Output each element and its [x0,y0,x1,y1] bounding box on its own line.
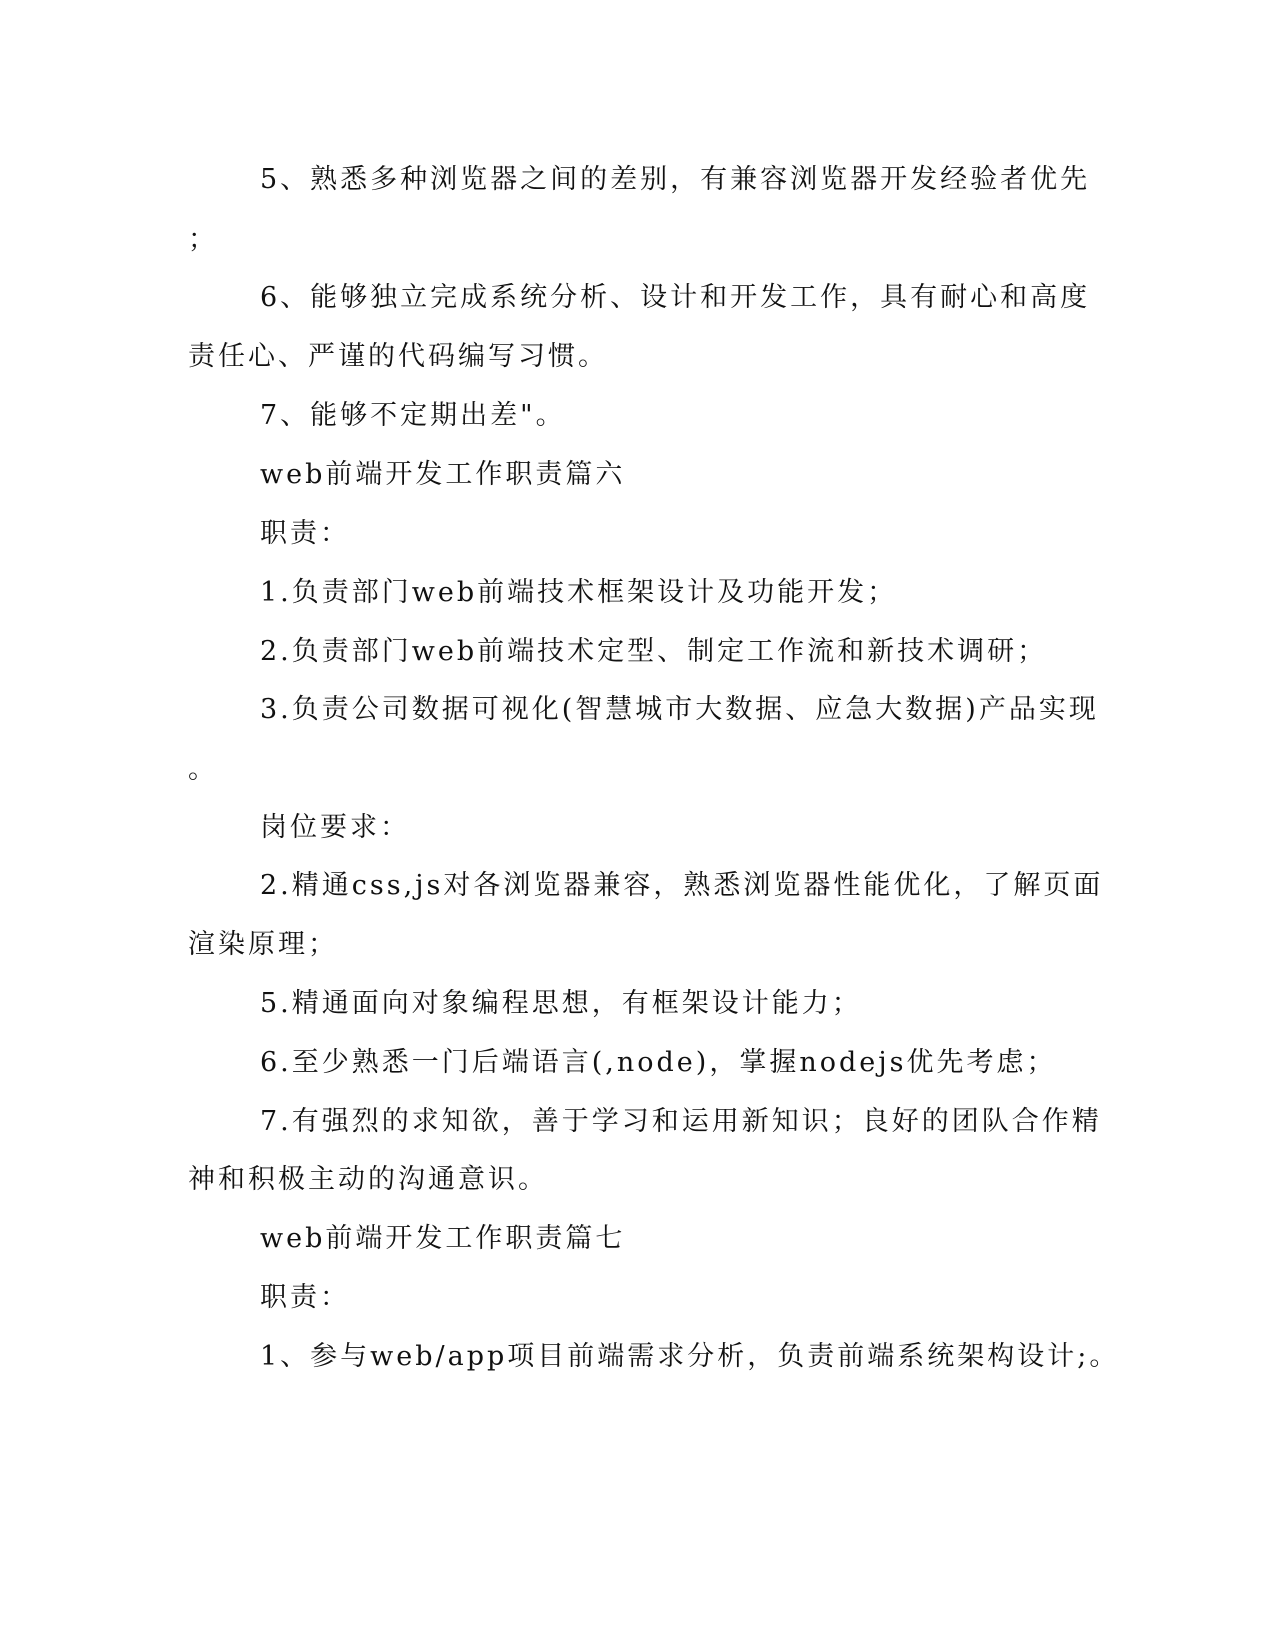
paragraph-line: 2.负责部门web前端技术定型、制定工作流和新技术调研； [260,636,1048,667]
paragraph-line: 7.有强烈的求知欲，善于学习和运用新知识；良好的团队合作精 [260,1106,1102,1137]
paragraph-line: 。 [188,754,218,785]
subheading: 职责： [260,1282,350,1313]
paragraph-line: ； [188,224,218,255]
paragraph-line: 5.精通面向对象编程思想，有框架设计能力； [260,988,862,1019]
paragraph-line: 神和积极主动的沟通意识。 [188,1164,548,1195]
subheading: 职责： [260,518,350,549]
paragraph-line: 责任心、严谨的代码编写习惯。 [188,341,608,372]
subheading: 岗位要求： [260,812,410,843]
paragraph-line: 2.精通css,js对各浏览器兼容，熟悉浏览器性能优化，了解页面 [260,870,1104,901]
paragraph-line: 3.负责公司数据可视化(智慧城市大数据、应急大数据)产品实现 [260,694,1099,725]
paragraph-line: 7、能够不定期出差"。 [260,400,566,431]
section-heading: web前端开发工作职责篇七 [260,1223,626,1254]
paragraph-line: 1、参与web/app项目前端需求分析，负责前端系统架构设计;。 [260,1341,1120,1372]
section-heading: web前端开发工作职责篇六 [260,459,626,490]
paragraph-line: 渲染原理； [188,929,338,960]
paragraph-line: 1.负责部门web前端技术框架设计及功能开发； [260,577,898,608]
paragraph-line: 5、熟悉多种浏览器之间的差别，有兼容浏览器开发经验者优先 [260,164,1091,195]
paragraph-line: 6、能够独立完成系统分析、设计和开发工作，具有耐心和高度 [260,282,1091,313]
paragraph-line: 6.至少熟悉一门后端语言(,node)，掌握nodejs优先考虑； [260,1047,1057,1078]
